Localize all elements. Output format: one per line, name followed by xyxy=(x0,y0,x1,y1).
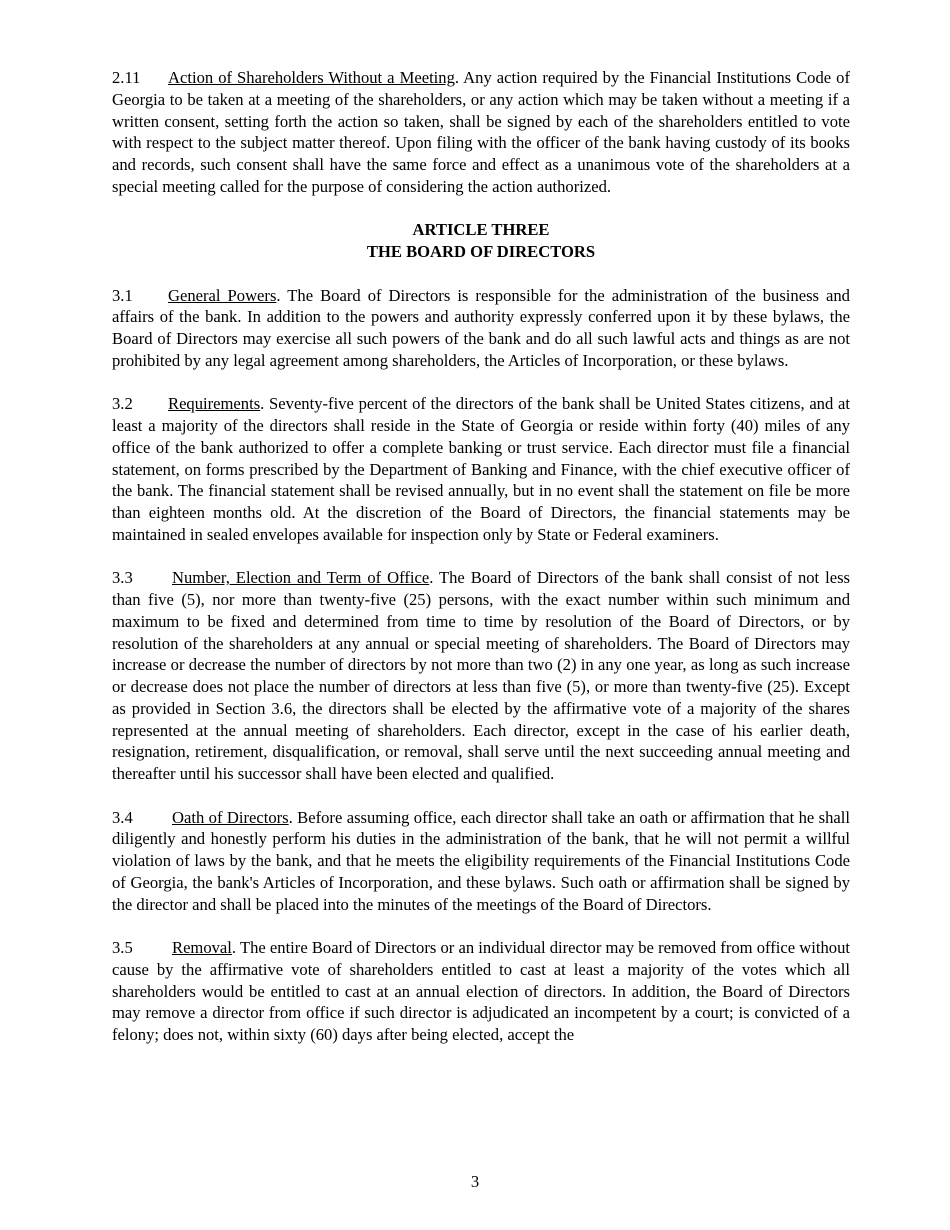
section-body: . Any action required by the Financial Institutions Code of Georgia to be taken at a meeting of the shareholders, or any action which may be taken without a meeting if a written consent, setting forth the action so taken, shall be signed by each of the shareholders entitled to vote with respect to the subject matter thereof. Upon filing with the officer of the bank having custody of its books and records, such consent shall have the same force and effect as a unanimous vote of the shareholders at a special meeting called for the purpose of considering the action authorized. xyxy=(112,68,850,196)
section-number: 3.4 xyxy=(112,807,133,827)
section-heading: Requirements xyxy=(168,394,261,414)
section-2-11 xyxy=(112,67,850,198)
section-number: 3.1 xyxy=(112,285,133,305)
section-number: 3.3 xyxy=(112,568,133,588)
section-number: 3.5 xyxy=(112,938,133,957)
article-title: THE BOARD OF DIRECTORS xyxy=(366,242,596,261)
section-3-1 xyxy=(112,285,850,372)
section-3-5 xyxy=(112,937,850,1046)
section-number: 3.2 xyxy=(112,394,133,414)
page-number: 3 xyxy=(470,1172,480,1191)
section-heading: Removal xyxy=(172,938,232,957)
section-3-2 xyxy=(112,393,850,545)
section-body: . The Board of Directors is responsible for the administration of the business and affairs of the bank. In addition to the powers and authority expressly conferred upon it by these bylaws, the Board of Directors may exercise all such powers of the bank and do all such lawful acts and things as are not prohibited by any legal agreement among shareholders, the Articles of Incorporation, or these bylaws. xyxy=(112,285,850,370)
section-body: . Before assuming office, each director shall take an oath or affirmation that he shall diligently and honestly perform his duties in the administration of the bank, that he will not permit a willful violation of laws by the bank, and that he meets the eligibility requirements of the Financial Institutions Code of Georgia, the bank's Articles of Incorporation, and these bylaws. Such oath or affirmation shall be signed by the director and shall be placed into the minutes of the meetings of the Board of Directors. xyxy=(112,807,850,914)
section-heading: Number, Election and Term of Office xyxy=(172,568,430,588)
document-page xyxy=(112,67,850,1068)
article-label: ARTICLE THREE xyxy=(412,220,550,240)
section-body: . The Board of Directors of the bank shall consist of not less than five (5), nor more than twenty-five (25) persons, with the exact number within such minimum and maximum to be fixed and determined from time to time by resolution of the Board of Directors, or by resolution of the shareholders at any annual or special meeting of shareholders. The Board of Directors may increase or decrease the number of directors by not more than two (2) in any one year, as long as such increase or decrease does not place the number of directors at less than five (5), or more than twenty-five (25). Except as provided in Section 3.6, the directors shall be elected by the affirmative vote of a majority of the shares represented at the annual meeting of shareholders. Each director, except in the case of his earlier death, resignation, retirement, disqualification, or removal, shall serve until the next succeeding annual meeting and thereafter until his successor shall have been elected and qualified. xyxy=(112,568,850,783)
section-heading: General Powers xyxy=(168,285,277,305)
section-3-4 xyxy=(112,807,850,916)
section-heading: Action of Shareholders Without a Meeting xyxy=(168,68,455,87)
section-body: . Seventy-five percent of the directors of the bank shall be United States citizens, and at least a majority of the directors shall reside in the State of Georgia or reside within forty (40) miles of any office of the bank authorized to offer a complete banking or trust service. Each director must file a financial statement, on forms prescribed by the Department of Banking and Finance, with the chief executive officer of the bank. The financial statement shall be revised annually, but in no event shall the statement on file be more than eighteen months old. At the discretion of the Board of Directors, the financial statements may be maintained in sealed envelopes available for inspection only by State or Federal examiners. xyxy=(112,394,850,544)
section-body: . The entire Board of Directors or an individual director may be removed from office without cause by the affirmative vote of shareholders entitled to cast at least a majority of the votes which all shareholders would be entitled to cast at an annual election of directors. In addition, the Board of Directors may remove a director from office if such director is adjudicated an incompetent by a court; is convicted of a felony; does not, within sixty (60) days after being elected, accept the xyxy=(112,938,850,1044)
section-heading: Oath of Directors xyxy=(172,807,289,827)
article-heading xyxy=(112,219,850,263)
section-number: 2.11 xyxy=(112,68,141,87)
section-3-3 xyxy=(112,567,850,785)
